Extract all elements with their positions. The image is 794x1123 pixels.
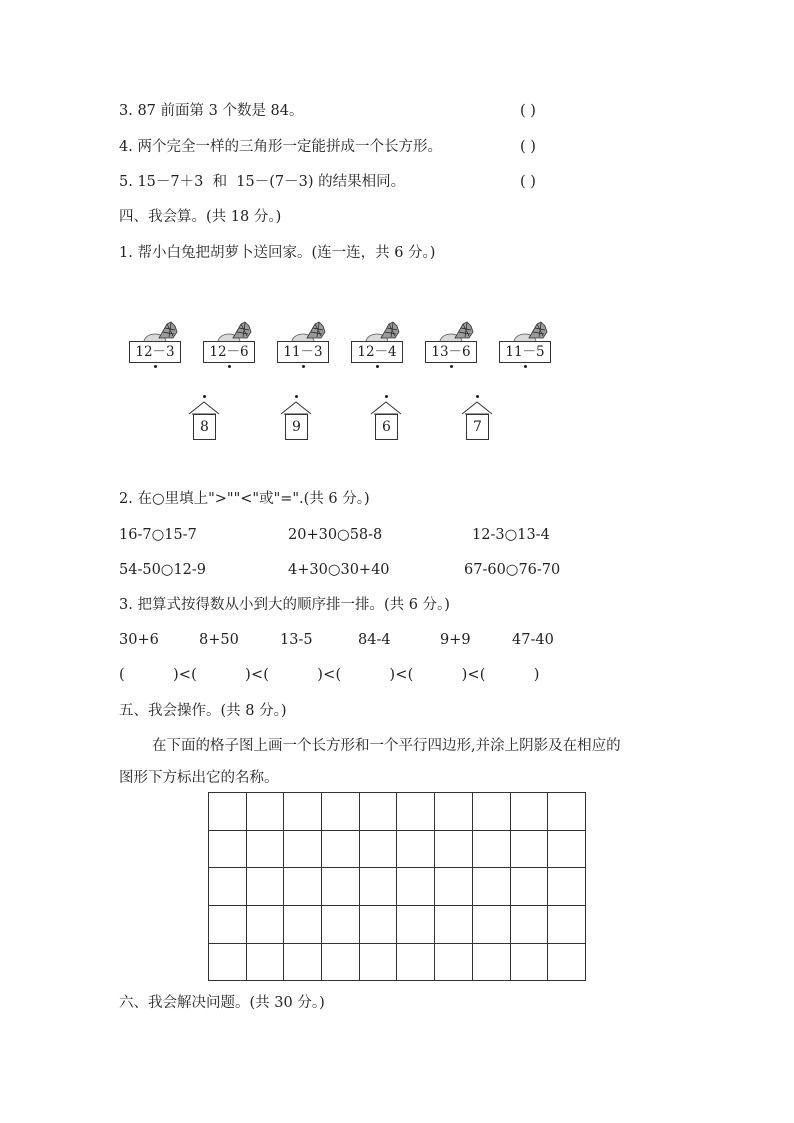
connect-dot[interactable]	[154, 365, 157, 368]
grid-cell[interactable]	[472, 830, 510, 868]
grid-cell[interactable]	[209, 793, 247, 831]
question-4-2: 2. 在○里填上">""<"或"=".(共 6 分。)	[119, 491, 370, 507]
grid-cell[interactable]	[284, 830, 322, 868]
carrot-expression: 13－6	[425, 341, 477, 363]
grid-cell[interactable]	[246, 830, 284, 868]
compare-2-2[interactable]: 4+30○30+40	[288, 562, 390, 578]
carrot-card[interactable]	[425, 318, 479, 366]
grid-cell[interactable]	[284, 868, 322, 906]
grid-cell[interactable]	[397, 868, 435, 906]
grid-cell[interactable]	[284, 906, 322, 944]
answer-paren-4[interactable]: ( )	[520, 139, 536, 155]
grid-cell[interactable]	[548, 906, 586, 944]
grid-cell[interactable]	[472, 868, 510, 906]
carrot-card[interactable]	[203, 318, 257, 366]
grid-row	[209, 830, 586, 868]
expression-3: 13-5	[280, 632, 313, 648]
connect-dot[interactable]	[228, 365, 231, 368]
house-number: 6	[375, 414, 398, 440]
question-4-3: 3. 把算式按得数从小到大的顺序排一排。(共 6 分。)	[119, 597, 450, 613]
grid-cell[interactable]	[397, 943, 435, 981]
expression-4: 84-4	[358, 632, 391, 648]
connect-dot[interactable]	[385, 395, 388, 398]
grid-cell[interactable]	[548, 943, 586, 981]
grid-cell[interactable]	[510, 793, 548, 831]
compare-1-1[interactable]: 16-7○15-7	[119, 527, 197, 543]
grid-cell[interactable]	[397, 793, 435, 831]
grid-cell[interactable]	[472, 793, 510, 831]
house[interactable]	[188, 400, 220, 444]
carrot-card[interactable]	[499, 318, 553, 366]
compare-2-1[interactable]: 54-50○12-9	[119, 562, 207, 578]
section-5-title: 五、我会操作。(共 8 分。)	[119, 703, 287, 719]
expression-6: 47-40	[512, 632, 554, 648]
carrot-expression: 11－5	[499, 341, 551, 363]
grid-cell[interactable]	[548, 868, 586, 906]
grid-row	[209, 943, 586, 981]
compare-1-3[interactable]: 12-3○13-4	[472, 527, 550, 543]
judge-item-5: 5. 15－7＋3 和 15－(7－3) 的结果相同。	[119, 174, 406, 190]
carrot-card[interactable]	[351, 318, 405, 366]
drawing-grid[interactable]	[208, 792, 586, 981]
expression-1: 30+6	[119, 632, 159, 648]
answer-paren-5[interactable]: ( )	[520, 174, 536, 190]
connect-dot[interactable]	[302, 365, 305, 368]
grid-cell[interactable]	[322, 868, 360, 906]
grid-cell[interactable]	[359, 868, 397, 906]
compare-1-2[interactable]: 20+30○58-8	[288, 527, 383, 543]
grid-cell[interactable]	[209, 830, 247, 868]
grid-cell[interactable]	[322, 830, 360, 868]
house-number: 7	[466, 414, 489, 440]
expression-5: 9+9	[440, 632, 471, 648]
order-answer-line[interactable]: ( )<( )<( )<( )<( )<( )	[119, 667, 540, 683]
grid-cell[interactable]	[284, 943, 322, 981]
instruction-line-2: 图形下方标出它的名称。	[119, 770, 279, 786]
grid-cell[interactable]	[359, 906, 397, 944]
connect-dot[interactable]	[295, 395, 298, 398]
grid-cell[interactable]	[246, 943, 284, 981]
grid-row	[209, 906, 586, 944]
grid-cell[interactable]	[322, 793, 360, 831]
grid-cell[interactable]	[510, 868, 548, 906]
grid-cell[interactable]	[397, 906, 435, 944]
grid-cell[interactable]	[246, 793, 284, 831]
connect-dot[interactable]	[476, 395, 479, 398]
carrot-expression: 12－4	[351, 341, 403, 363]
house-number: 8	[193, 414, 216, 440]
grid-cell[interactable]	[548, 830, 586, 868]
instruction-line-1: 在下面的格子图上画一个长方形和一个平行四边形,并涂上阴影及在相应的	[152, 738, 621, 754]
house[interactable]	[461, 400, 493, 444]
expression-2: 8+50	[199, 632, 239, 648]
grid-cell[interactable]	[284, 793, 322, 831]
grid-cell[interactable]	[548, 793, 586, 831]
grid-cell[interactable]	[359, 830, 397, 868]
carrot-card[interactable]	[277, 318, 331, 366]
judge-item-4: 4. 两个完全一样的三角形一定能拼成一个长方形。	[119, 139, 442, 155]
question-4-1: 1. 帮小白兔把胡萝卜送回家。(连一连，共 6 分。)	[119, 245, 436, 261]
grid-row	[209, 868, 586, 906]
grid-cell[interactable]	[510, 943, 548, 981]
grid-cell[interactable]	[435, 943, 473, 981]
answer-paren-3[interactable]: ( )	[520, 103, 536, 119]
grid-cell[interactable]	[246, 868, 284, 906]
grid-cell[interactable]	[359, 793, 397, 831]
grid-cell[interactable]	[510, 906, 548, 944]
carrot-expression: 12－3	[129, 341, 181, 363]
grid-cell[interactable]	[209, 943, 247, 981]
grid-cell[interactable]	[397, 830, 435, 868]
grid-cell[interactable]	[435, 830, 473, 868]
connect-dot[interactable]	[376, 365, 379, 368]
judge-item-3: 3. 87 前面第 3 个数是 84。	[119, 103, 304, 119]
grid-cell[interactable]	[359, 943, 397, 981]
grid-cell[interactable]	[472, 906, 510, 944]
grid-row	[209, 793, 586, 831]
grid-cell[interactable]	[322, 943, 360, 981]
grid-cell[interactable]	[472, 943, 510, 981]
grid-cell[interactable]	[246, 906, 284, 944]
house-number: 9	[285, 414, 308, 440]
grid-cell[interactable]	[322, 906, 360, 944]
section-6-title: 六、我会解决问题。(共 30 分。)	[119, 995, 325, 1011]
grid-cell[interactable]	[209, 906, 247, 944]
house[interactable]	[370, 400, 402, 444]
compare-2-3[interactable]: 67-60○76-70	[464, 562, 561, 578]
grid-cell[interactable]	[435, 868, 473, 906]
grid-cell[interactable]	[435, 793, 473, 831]
connect-dot[interactable]	[450, 365, 453, 368]
grid-cell[interactable]	[435, 906, 473, 944]
house[interactable]	[280, 400, 312, 444]
carrot-expression: 12－6	[203, 341, 255, 363]
grid-cell[interactable]	[510, 830, 548, 868]
carrot-card[interactable]	[129, 318, 183, 366]
grid-cell[interactable]	[209, 868, 247, 906]
section-4-title: 四、我会算。(共 18 分。)	[119, 209, 282, 225]
carrot-expression: 11－3	[277, 341, 329, 363]
connect-dot[interactable]	[203, 395, 206, 398]
connect-dot[interactable]	[524, 365, 527, 368]
